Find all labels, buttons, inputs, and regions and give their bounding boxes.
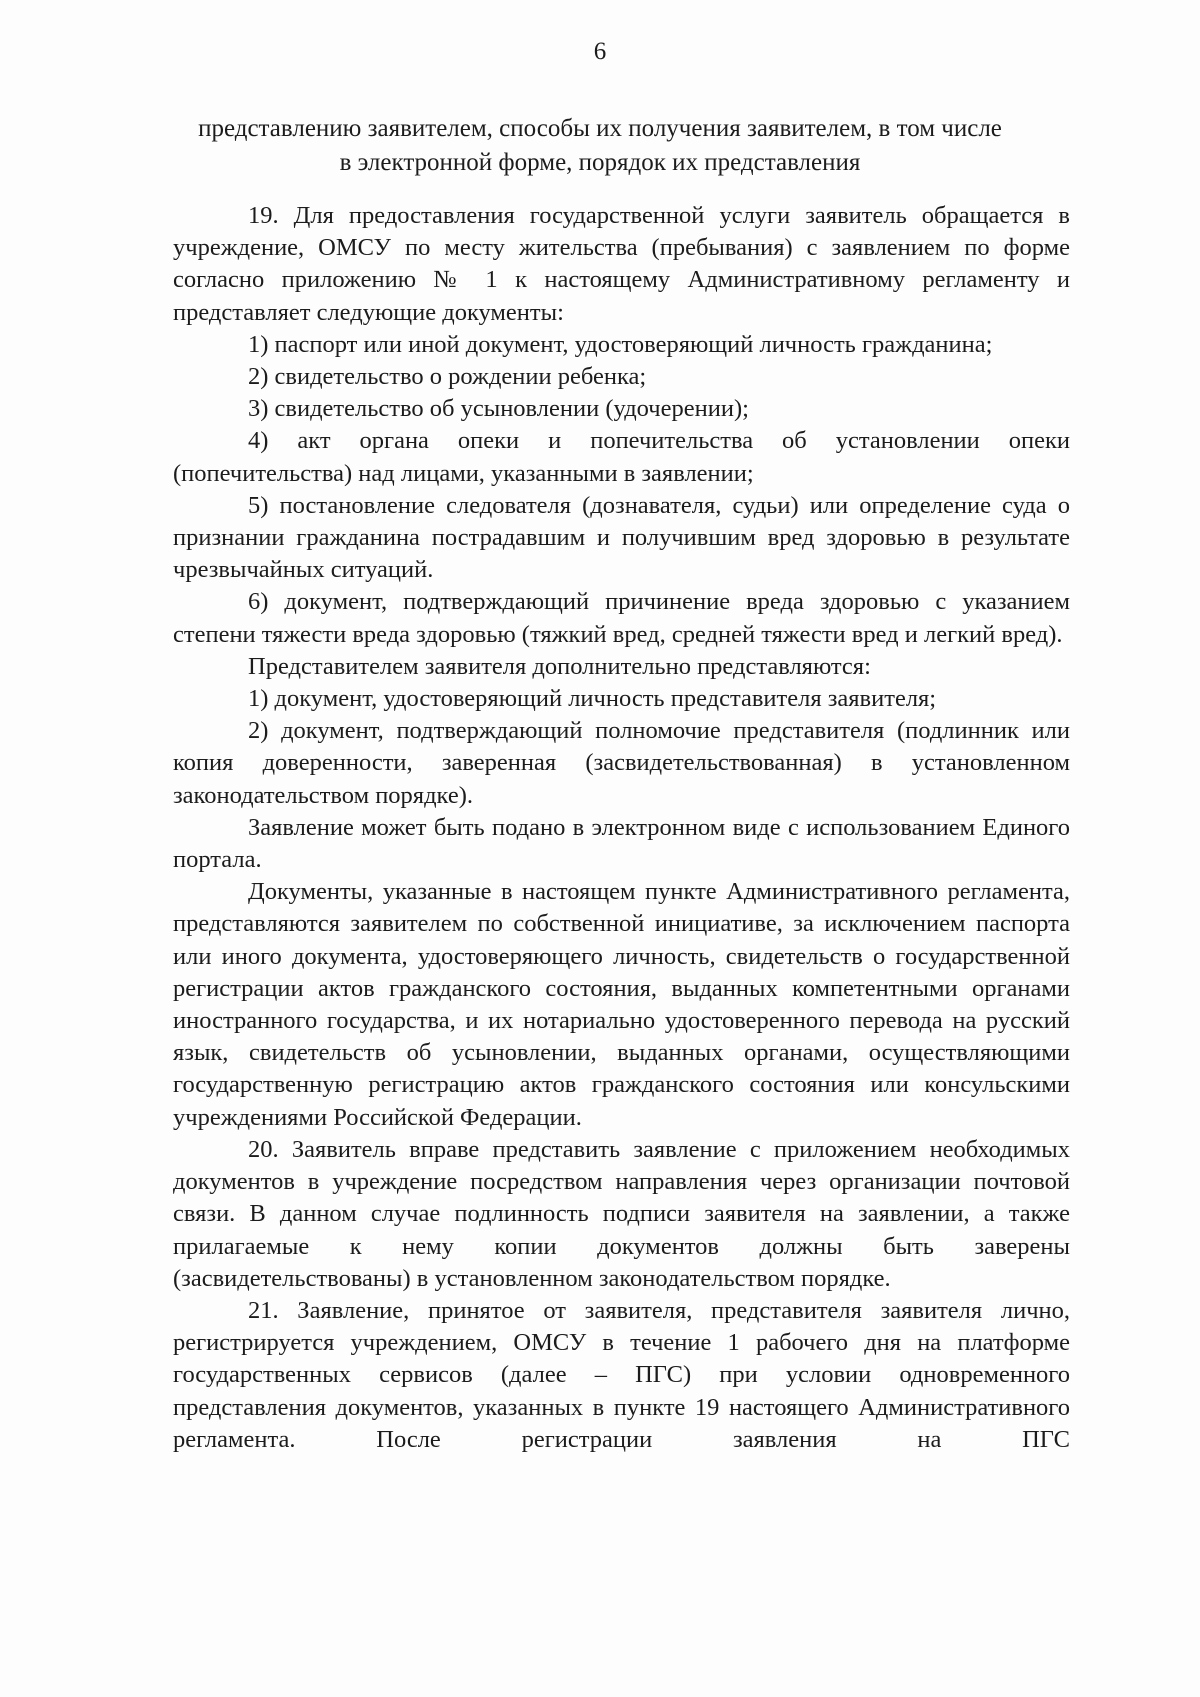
list-item: 6) документ, подтверждающий причинение вреда здоровью с указанием степени тяжести вреда здоровью (тяжкий вред, средней тяжести вред и легкий вред). <box>173 588 1070 648</box>
heading-line: представлению заявителем, способы их получения заявителем, в том числе <box>198 115 1002 142</box>
list-item: 3) свидетельство об усыновлении (удочерении); <box>248 395 749 423</box>
document-body <box>173 200 1070 1456</box>
paragraph-19: 19. Для предоставления государственной услуги заявитель обращается в учреждение, ОМСУ по месту жительства (пребывания) с заявлением по форме согласно приложению № 1 к настоящему Административному регламенту и представляет следующие документы: <box>173 202 1070 326</box>
list-item: 1) паспорт или иной документ, удостоверяющий личность гражданина; <box>248 330 993 358</box>
section-heading <box>140 112 1060 180</box>
paragraph: Документы, указанные в настоящем пункте Административного регламента, представляются заявителем по собственной инициативе, за исключением паспорта или иного документа, удостоверяющего личность, свидетельств о государственной регистрации актов гражданского состояния, выданных компетентными органами иностранного государства, и их нотариально удостоверенного перевода на русский язык, свидетельств об усыновлении, выданных органами, осуществляющими государственную регистрацию актов гражданского состояния или консульскими учреждениями Российской Федерации. <box>173 878 1070 1131</box>
list-item: 2) документ, подтверждающий полномочие представителя (подлинник или копия доверенности, заверенная (засвидетельствованная) в установленном законодательством порядке). <box>173 717 1070 809</box>
list-item: 4) акт органа опеки и попечительства об установлении опеки (попечительства) над лицами, указанными в заявлении; <box>173 427 1070 487</box>
heading-line: в электронной форме, порядок их представления <box>339 149 861 176</box>
list-item: 5) постановление следователя (дознавателя, судьи) или определение суда о признании гражданина пострадавшим и получившим вред здоровью в результате чрезвычайных ситуаций. <box>173 491 1070 584</box>
paragraph: Заявление может быть подано в электронном виде с использованием Единого портала. <box>173 813 1070 874</box>
list-item: 1) документ, удостоверяющий личность представителя заявителя; <box>248 685 937 713</box>
paragraph: Представителем заявителя дополнительно представляются: <box>248 652 871 680</box>
list-item: 2) свидетельство о рождении ребенка; <box>248 363 647 391</box>
paragraph-21: 21. Заявление, принятое от заявителя, представителя заявителя лично, регистрируется учреждением, ОМСУ в течение 1 рабочего дня на платформе государственных сервисов (далее – ПГС) при условии одновременного представления документов, указанных в пункте 19 настоящего Административного регламента. После регистрации заявления на ПГС <box>173 1296 1070 1453</box>
page-number: 6 <box>593 38 607 65</box>
paragraph-20: 20. Заявитель вправе представить заявление с приложением необходимых документов в учреждение посредством направления через организации почтовой связи. В данном случае подлинность подписи заявителя на заявлении, а также прилагаемые к нему копии документов должны быть заверены (засвидетельствованы) в установленном законодательством порядке. <box>173 1135 1070 1292</box>
